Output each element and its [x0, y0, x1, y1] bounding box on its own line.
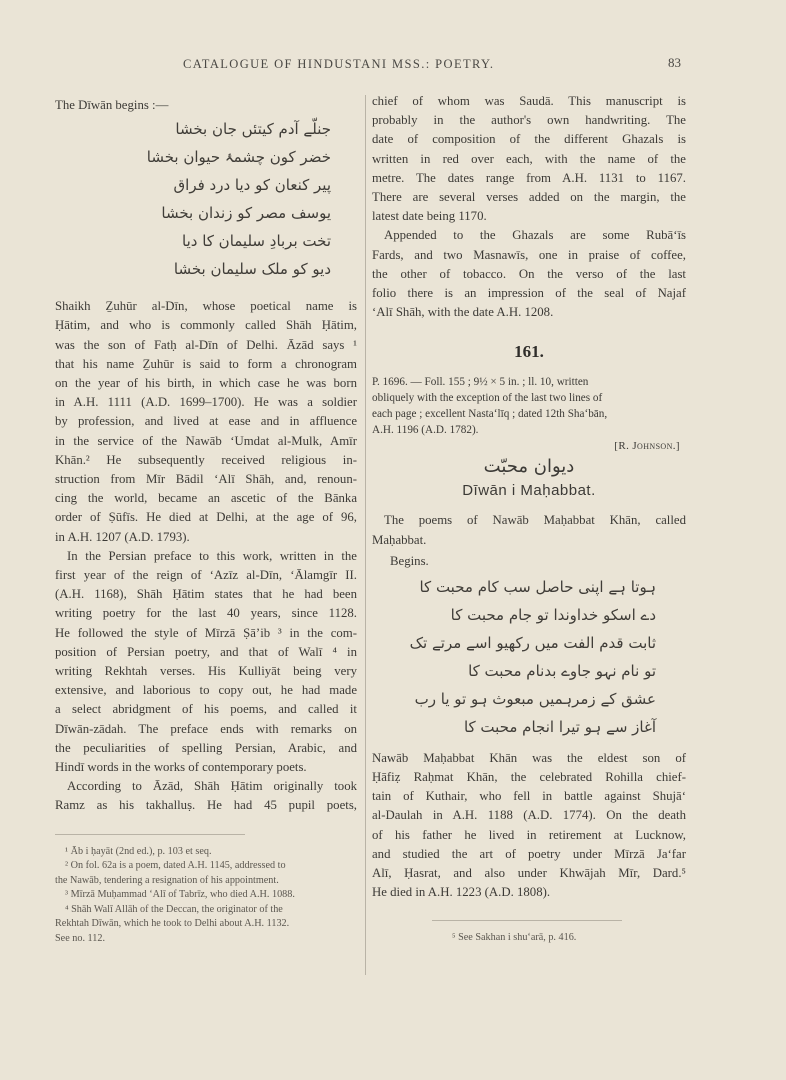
- preface-paragraph: [55, 547, 357, 777]
- verse-line: دے اسکو خداوندا تو جام محبت کا: [450, 605, 656, 624]
- manuscript-description: [372, 92, 686, 226]
- text-line: folio there is an impression of the seal of Najaf: [372, 286, 686, 301]
- meta-line: obliquely with the exception of the last two lines of: [372, 392, 603, 405]
- text-line: Ḥātim, and who is commonly called Shāh Ḥātim,: [55, 318, 357, 333]
- column-divider: [365, 95, 366, 975]
- footnote: See no. 112.: [55, 932, 105, 944]
- text-line: the peculiarities of spelling Persian, Arabic, and: [55, 740, 357, 755]
- text-line: He died in A.H. 1223 (A.D. 1808).: [372, 885, 551, 900]
- text-line: According to Āzād, Shāh Ḥātim originally took: [67, 779, 357, 794]
- text-line: Khān.² He subsequently received religious in-: [55, 452, 357, 467]
- text-line: latest date being 1170.: [372, 209, 487, 224]
- text-line: He followed the style of Mīrzā Ṣāʼib ³ in the com-: [55, 625, 357, 640]
- text-line: There are several verses added on the margin, the: [372, 190, 686, 205]
- footnote: the Nawāb, tendering a resignation of his appointment.: [55, 874, 279, 886]
- footnote: Rekhtah Dīwān, which he took to Delhi about A.H. 1132.: [55, 918, 290, 930]
- text-line: In the Persian preface to this work, written in the: [67, 548, 357, 563]
- verse-line: ثابت قدم الفت میں رکھیو اسے مرتے تک: [409, 633, 656, 652]
- poems-description: [372, 511, 686, 549]
- text-line: al-Daulah in A.H. 1188 (A.D. 1774). On the death: [372, 808, 686, 823]
- text-line: writing poetry for the last 40 years, since 1128.: [55, 606, 357, 621]
- text-line: probably in the author's own handwriting. The: [372, 113, 686, 128]
- text-line: date of composition of the different Ghazals is: [372, 132, 686, 147]
- text-line: Ramz as his takhalluṣ. He had 45 pupil poets,: [55, 798, 357, 813]
- text-line: (A.H. 1168), Shāh Ḥātim states that he had been: [55, 587, 357, 602]
- verse-line: جنلّے آدم کیتئں جان بخشا: [175, 120, 331, 139]
- text-line: first year of the reign of ʻAzīz al-Dīn, ʻĀlamgīr II.: [55, 568, 357, 583]
- text-line: in A.H. 1111 (A.D. 1699–1700). He was a soldier: [55, 395, 357, 410]
- right-column: [372, 92, 686, 946]
- collection-attribution: [R. Johnson.]: [614, 440, 680, 453]
- page-number: 83: [668, 55, 681, 70]
- meta-line: A.H. 1196 (A.D. 1782).: [372, 424, 479, 437]
- biography-paragraph: [55, 297, 357, 547]
- entry-number: 161.: [514, 342, 544, 362]
- verse-line: دیو کو ملک سلیمان بخشا: [173, 260, 331, 279]
- text-line: in A.H. 1207 (A.D. 1793).: [55, 529, 190, 544]
- text-line: a select abridgment of his poems, and called it: [55, 702, 357, 717]
- work-title: Dīwān i Maḥabbat.: [462, 482, 596, 500]
- footnote: ³ Mīrzā Muḥammad ʻAlī of Tabrīz, who died A.H. 1088.: [65, 889, 295, 901]
- footnote-divider: [55, 834, 245, 835]
- verse-line: ہوتا ہے اپنی حاصل سب کام محبت کا: [419, 577, 656, 596]
- verse-line: پیر کنعان کو دیا درد فراق: [173, 176, 331, 195]
- text-line: writing Rekhtah verses. His Kulliyāt being very: [55, 664, 357, 679]
- meta-line: P. 1696. — Foll. 155 ; 9½ × 5 in. ; ll. 10, written: [372, 376, 589, 389]
- text-line: metre. The dates range from A.H. 1131 to 1167.: [372, 170, 686, 185]
- text-line: and studied the art of poetry under Mīrzā Jaʻfar: [372, 846, 686, 861]
- manuscript-metadata: [372, 374, 686, 438]
- text-line: Maḥabbat.: [372, 532, 427, 547]
- text-line: was the son of Fatḥ al-Dīn of Delhi. Āzād says ¹: [55, 337, 357, 352]
- running-header: CATALOGUE OF HINDUSTANI MSS.: POETRY.: [183, 57, 495, 71]
- text-line: of his father he lived in retirement at Lucknow,: [372, 827, 686, 842]
- text-line: The poems of Nawāb Maḥabbat Khān, called: [384, 513, 686, 528]
- text-line: Dīwān-zādah. The preface ends with remarks on: [55, 721, 357, 736]
- text-line: ʻAlī Shāh, with the date A.H. 1208.: [372, 305, 554, 320]
- text-line: Ḥāfiẓ Raḥmat Khān, the celebrated Rohilla chief-: [372, 770, 686, 785]
- text-line: cing the world, became an ascetic of the Bānka: [55, 491, 357, 506]
- biography-paragraph: [372, 749, 686, 903]
- urdu-work-title: دیوان محبّت: [483, 456, 575, 478]
- azad-paragraph: [55, 777, 357, 815]
- footnote: ⁵ See Sakhan i shuʻarā, p. 416.: [452, 932, 577, 944]
- text-line: Alī, Ḥasrat, and also under Khwājah Mīr, Dard.⁵: [372, 866, 686, 881]
- text-line: on the year of his birth, in which case he was born: [55, 376, 357, 391]
- text-line: order of Ṣūfīs. He died at Delhi, at the age of 96,: [55, 510, 357, 525]
- text-line: position of Persian poetry, and that of Walī ⁴ in: [55, 644, 357, 659]
- verse-line: تخت بربادِ سلیمان کا دیا: [182, 232, 331, 251]
- footnotes: [55, 845, 357, 947]
- text-line: Nawāb Maḥabbat Khān was the eldest son of: [372, 750, 686, 765]
- text-line: Appended to the Ghazals are some Rubāʻīs: [384, 228, 686, 243]
- text-line: by profession, and lived at ease and in affluence: [55, 414, 357, 429]
- appendix-paragraph: [372, 226, 686, 322]
- left-column: [55, 96, 357, 946]
- text-line: chief of whom was Saudā. This manuscript is: [372, 94, 686, 108]
- footnote: ¹ Āb i ḥayāt (2nd ed.), p. 103 et seq.: [65, 845, 212, 857]
- meta-line: each page ; excellent Nastaʻlīq ; dated 12th Shaʻbān,: [372, 408, 608, 421]
- verse-line: خضر کون چشمۂ حیوان بخشا: [146, 148, 331, 167]
- verse-line: تو نام نہو جاوے بدنام محبت کا: [468, 661, 656, 680]
- begins-label: Begins.: [390, 553, 429, 568]
- verse-line: آغاز سے ہو تیرا انجام محبت کا: [463, 717, 656, 736]
- text-line: the other of tobacco. On the verso of the last: [372, 266, 686, 281]
- text-line: struction from Mīr Bādil ʻAlī Shāh, and, renoun-: [55, 472, 357, 487]
- text-line: extensive, and laborious to copy out, he had made: [55, 683, 357, 698]
- opening-verses: [101, 115, 331, 283]
- text-line: in the service of the Nawāb ʻUmdat al-Mulk, Amīr: [55, 433, 357, 448]
- text-line: tain of Kuthair, who fell in battle against Shujāʻ: [372, 789, 686, 804]
- begin-verses: [386, 573, 656, 741]
- verse-line: یوسف مصر کو زندان بخشا: [161, 204, 331, 223]
- footnote-divider: [432, 920, 622, 921]
- diwan-intro: The Dīwān begins :—: [55, 98, 169, 112]
- verse-line: عشق کے زمرہمیں مبعوث ہو تو یا رب: [414, 689, 656, 708]
- footnote: ² On fol. 62a is a poem, dated A.H. 1145, addressed to: [65, 860, 286, 872]
- text-line: written in red over each, with the name of the: [372, 151, 686, 166]
- text-line: Shaikh Ẕuhūr al-Dīn, whose poetical name is: [55, 299, 357, 314]
- footnote: ⁴ Shāh Walī Allāh of the Deccan, the originator of the: [65, 903, 283, 915]
- text-line: that his name Ẕuhūr is said to form a chronogram: [55, 356, 357, 371]
- text-line: Fards, and two Masnawīs, one in praise of coffee,: [372, 247, 686, 262]
- text-line: Hindī words in the works of contemporary poets.: [55, 760, 307, 775]
